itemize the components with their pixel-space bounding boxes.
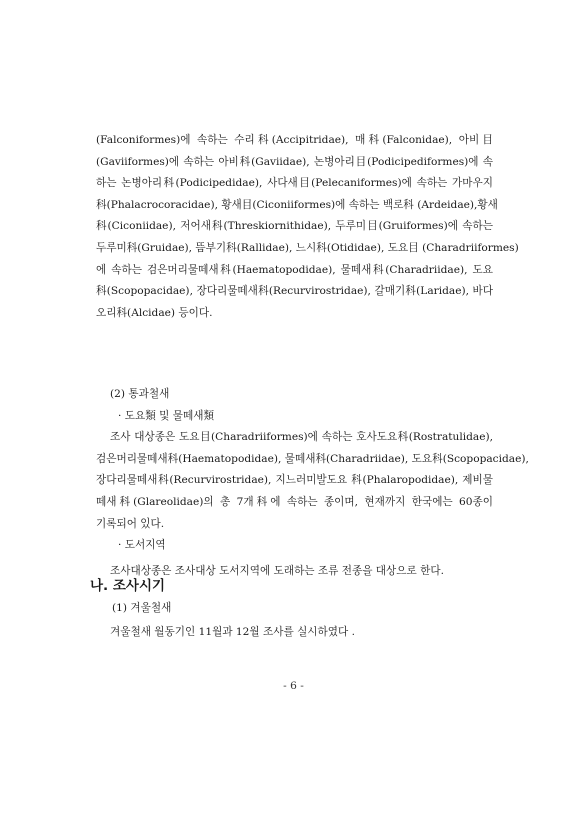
winter-survey-text: 겨울철새 월동기인 11월과 12월 조사를 실시하였다 . [110,626,355,638]
bullet-item: · 도요類 및 물떼새類 [118,409,215,422]
text-line: 오리科(Alcidae) 등이다. [96,306,213,319]
text-line: 科(Scopopacidae), 장다리물떼새科(Recurvirostridae), 갈매기科(Laridae), 바다 [96,285,493,298]
text-line: 科(Ciconiidae), 저어새科(Threskiornithidae), 두루미目(Gruiformes)에 속하는 [96,220,493,233]
text-line: 검은머리물떼새科(Haematopodidae), 물떼새科(Charadriidae), 도요科(Scopopacidae), [96,452,529,465]
bird-families-paragraph [96,130,519,324]
text-line: 장다리물떼새科(Recurvirostridae), 지느러미발도요 科(Phalaropodidae), 제비물 [96,474,493,487]
section-heading-survey-period: 나. 조사시기 [90,578,166,594]
text-line: 기록되어 있다. [96,517,165,530]
text-line: 科(Phalacrocoracidae), 황새目(Ciconiiformes)에 속하는 백로科 (Ardeidae),황새 [96,198,498,211]
text-line: 두루미科(Gruidae), 뜸부기科(Rallidae), 느시科(Otididae), 도요目 (Charadriiformes) [96,241,519,254]
page-number: - 6 - [283,680,304,692]
passage-birds-section [96,384,529,582]
text-line: 조사대상종은 조사대상 도서지역에 도래하는 조류 전종을 대상으로 한다. [110,564,444,577]
text-line: (Falconiformes)에 속하는 수리科(Accipitridae), 매科(Falconidae), 아비目 [96,134,493,146]
text-line: 떼새科(Glareolidae)의 총 7개科에 속하는 종이며, 현재까지 한국에는 60종이 [96,495,493,508]
sub-heading-winter-birds: (1) 겨울철새 [112,602,172,614]
bullet-item: · 도서지역 [118,539,166,552]
section-heading: (2) 통과철새 [110,388,170,400]
text-line: 하는 논병아리科(Podicipedidae), 사다새目(Pelecaniformes)에 속하는 가마우지 [96,177,493,190]
text-line: 에 속하는 검은머리물떼새科(Haematopodidae), 물떼새科(Charadriidae), 도요 [96,263,493,276]
text-line: (Gaviiformes)에 속하는 아비科(Gaviidae), 논병아리目(Podicipediformes)에 속 [96,155,493,168]
text-line: 조사 대상종은 도요目(Charadriiformes)에 속하는 호사도요科(Rostratulidae), [110,431,493,444]
